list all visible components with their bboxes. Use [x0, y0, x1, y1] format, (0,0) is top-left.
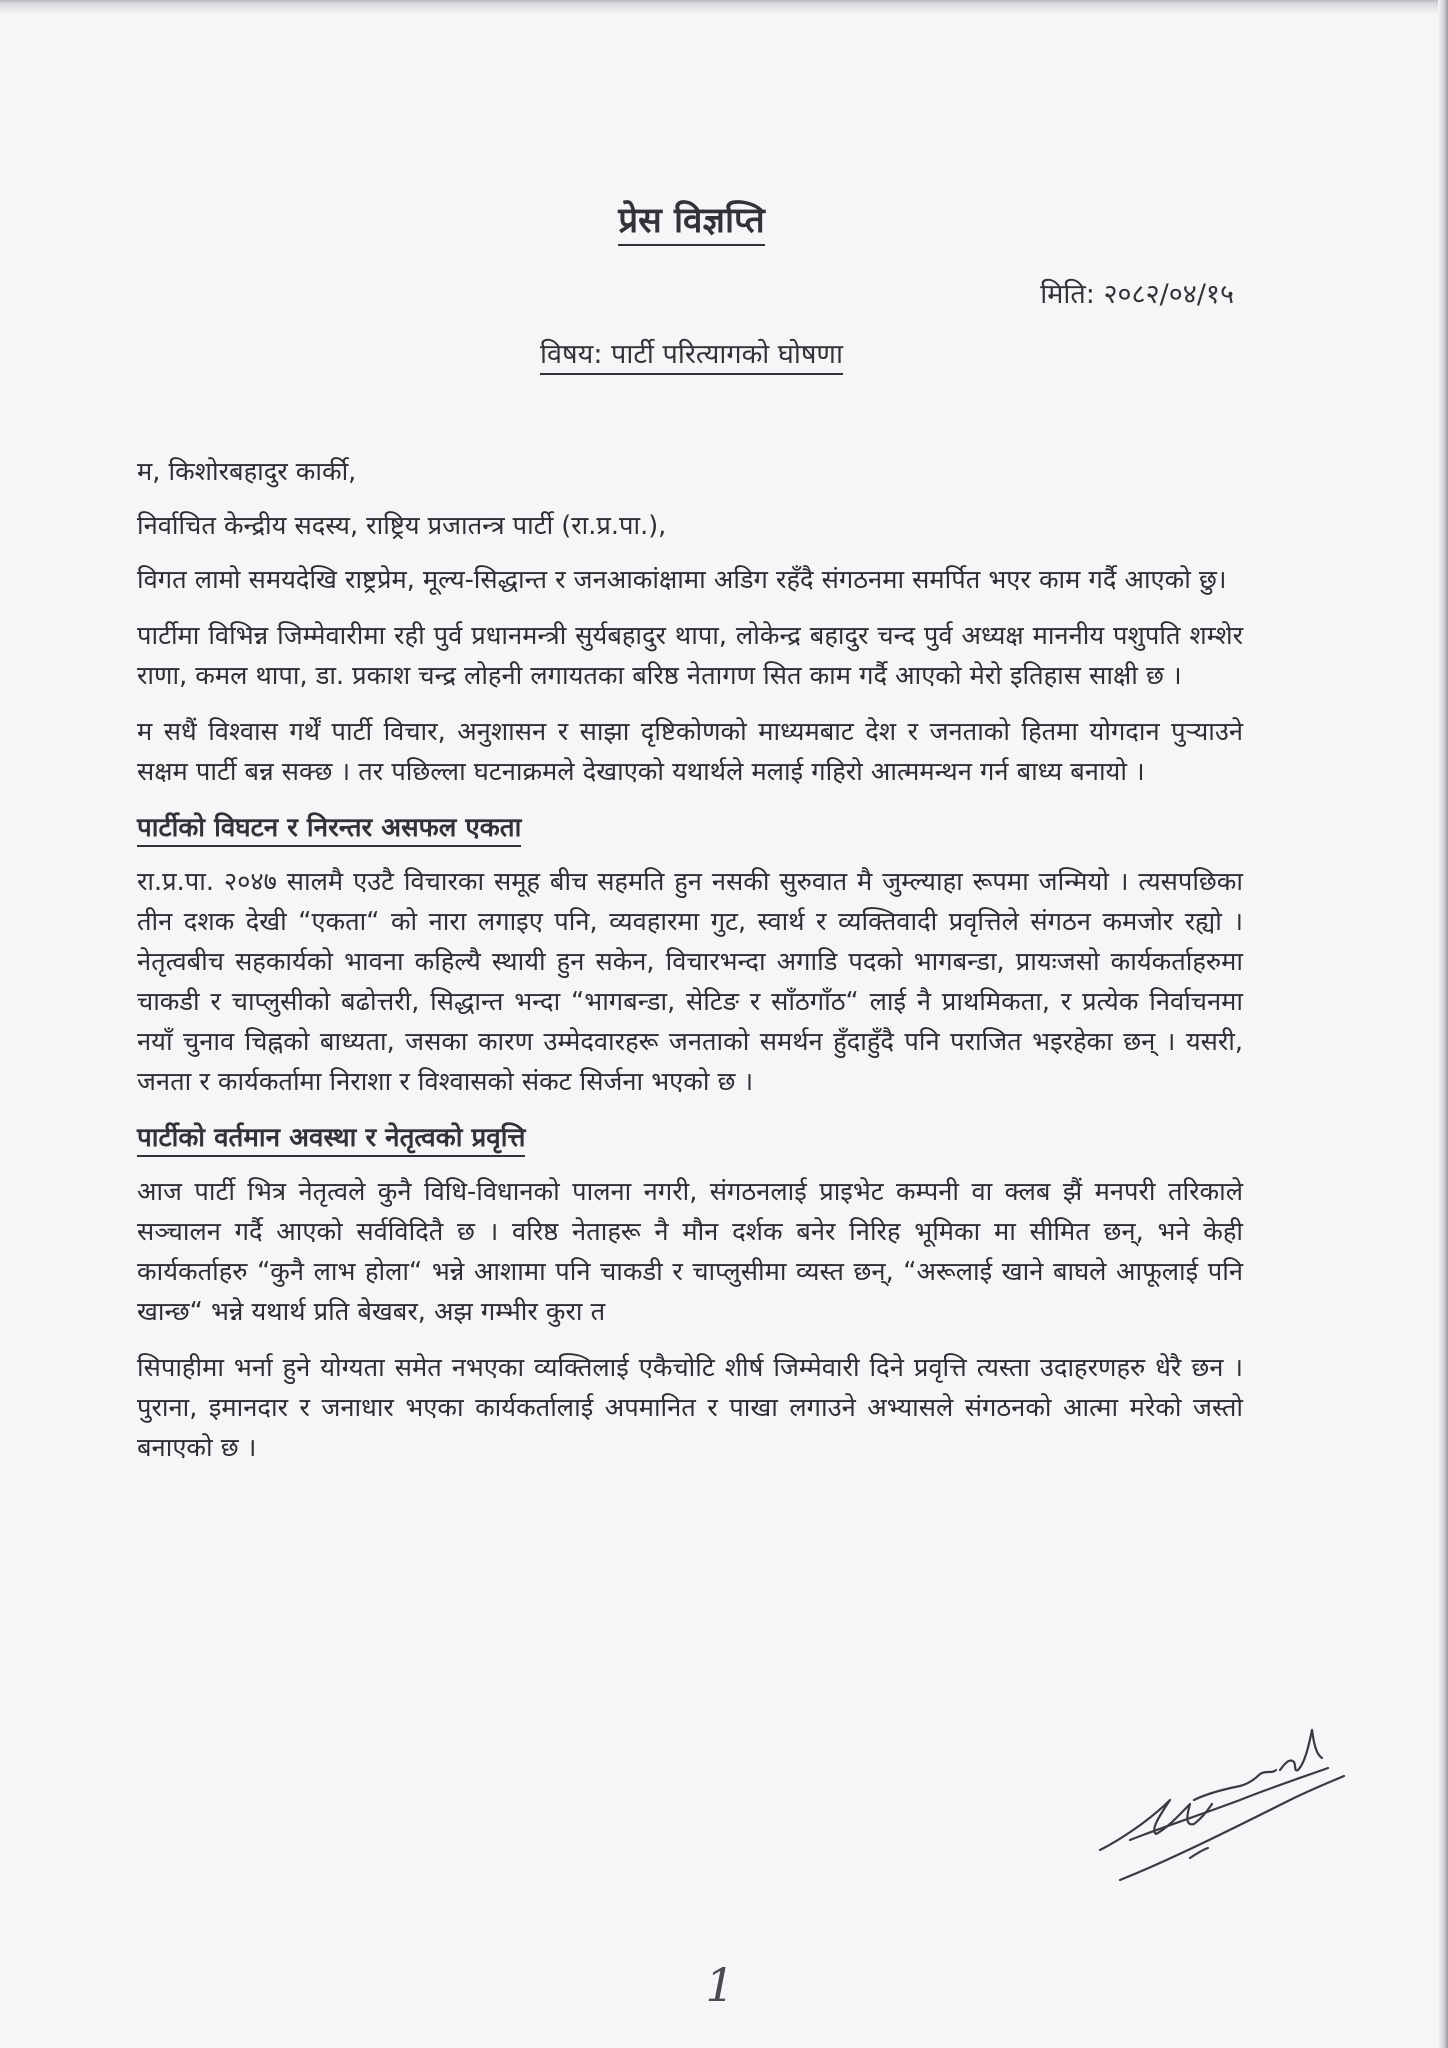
document-title-text: प्रेस विज्ञप्ति — [618, 201, 765, 246]
paragraph-1: विगत लामो समयदेखि राष्ट्रप्रेम, मूल्य-सिद्धान्त र जनआकांक्षामा अडिग रहँदै संगठनमा समर्पित भएर काम गर्दै आएको छु। — [137, 565, 1227, 595]
section-heading-1 — [137, 808, 1243, 848]
page-number: 1 — [705, 1958, 735, 2012]
paragraph-3: म सधैं विश्वास गर्थें पार्टी विचार, अनुशासन र साझा दृष्टिकोणको माध्यमबाट देश र जनताको हितमा योगदान पुऱ्याउने सक्षम पार्टी बन्न सक्छ । तर पछिल्ला घटनाक्रमले देखाएको यथार्थले मलाई गहिरो आत्ममन्थन गर्न बाध्य बनायो । — [137, 717, 1243, 787]
greeting-line: म, किशोरबहादुर कार्की, — [137, 457, 357, 487]
document-subject-text: विषय: पार्टी परित्यागको घोषणा — [540, 339, 843, 375]
scan-edge-right — [1438, 0, 1448, 2048]
designation-line: निर्वाचित केन्द्रीय सदस्य, राष्ट्रिय प्रजातन्त्र पार्टी (रा.प्र.पा.), — [137, 511, 667, 541]
paragraph-5: आज पार्टी भित्र नेतृत्वले कुनै विधि-विधानको पालना नगरी, संगठनलाई प्राइभेट कम्पनी वा क्लब झैं मनपरी तरिकाले सञ्चालन गर्दै आएको सर्वविदितै छ । वरिष्ठ नेताहरू नै मौन दर्शक बनेर निरिह भूमिका मा सीमित छन्, भने केही कार्यकर्ताहरु “कुनै लाभ होला“ भन्ने आशामा पनि चाकडी र चाप्लुसीमा व्यस्त छन्, “अरूलाई खाने बाघले आफूलाई पनि खान्छ“ भन्ने यथार्थ प्रति बेखबर, अझ गम्भीर कुरा त — [137, 1177, 1243, 1327]
paragraph-6: सिपाहीमा भर्ना हुने योग्यता समेत नभएका व्यक्तिलाई एकैचोटि शीर्ष जिम्मेवारी दिने प्रवृत्ति त्यस्ता उदाहरणहरु धेरै छन । पुराना, इमानदार र जनाधार भएका कार्यकर्तालाई अपमानित र पाखा लगाउने अभ्यासले संगठनको आत्मा मरेको जस्तो बनाएको छ । — [137, 1353, 1243, 1463]
paragraph-2: पार्टीमा विभिन्न जिम्मेवारीमा रही पुर्व प्रधानमन्त्री सुर्यबहादुर थापा, लोकेन्द्र बहादुर चन्द पुर्व अध्यक्ष माननीय पशुपति शम्शेर राणा, कमल थापा, डा. प्रकाश चन्द्र लोहनी लगायतका बरिष्ठ नेतागण सित काम गर्दै आएको मेरो इतिहास साक्षी छ । — [137, 621, 1243, 691]
document-title — [0, 196, 1383, 243]
handwritten-signature — [1090, 1700, 1350, 1890]
section-heading-2-text: पार्टीको वर्तमान अवस्था र नेतृत्वको प्रवृत्ति — [137, 1123, 525, 1157]
document-date: मिति: २०८२/०४/१५ — [1040, 279, 1234, 310]
scan-edge-top — [0, 0, 1448, 14]
document-body — [137, 452, 1243, 1484]
section-heading-1-text: पार्टीको विघटन र निरन्तर असफल एकता — [137, 813, 521, 847]
document-subject — [0, 334, 1383, 371]
section-heading-2 — [137, 1118, 1243, 1158]
paragraph-4: रा.प्र.पा. २०४७ सालमै एउटै विचारका समूह बीच सहमति हुन नसकी सुरुवात मै जुम्ल्याहा रूपमा जन्मियो । त्यसपछिका तीन दशक देखी “एकता“ को नारा लगाइए पनि, व्यवहारमा गुट, स्वार्थ र व्यक्तिवादी प्रवृत्तिले संगठन कमजोर रह्यो । नेतृत्वबीच सहकार्यको भावना कहिल्यै स्थायी हुन सकेन, विचारभन्दा अगाडि पदको भागबन्डा, प्रायःजसो कार्यकर्ताहरुमा चाकडी र चाप्लुसीको बढोत्तरी, सिद्धान्त भन्दा “भागबन्डा, सेटिङ र साँठगाँठ“ लाई नै प्राथमिकता, र प्रत्येक निर्वाचनमा नयाँ चुनाव चिह्नको बाध्यता, जसका कारण उम्मेदवारहरू जनताको समर्थन हुँदाहुँदै पनि पराजित भइरहेका छन् । यसरी, जनता र कार्यकर्तामा निराशा र विश्वासको संकट सिर्जना भएको छ । — [137, 867, 1243, 1097]
